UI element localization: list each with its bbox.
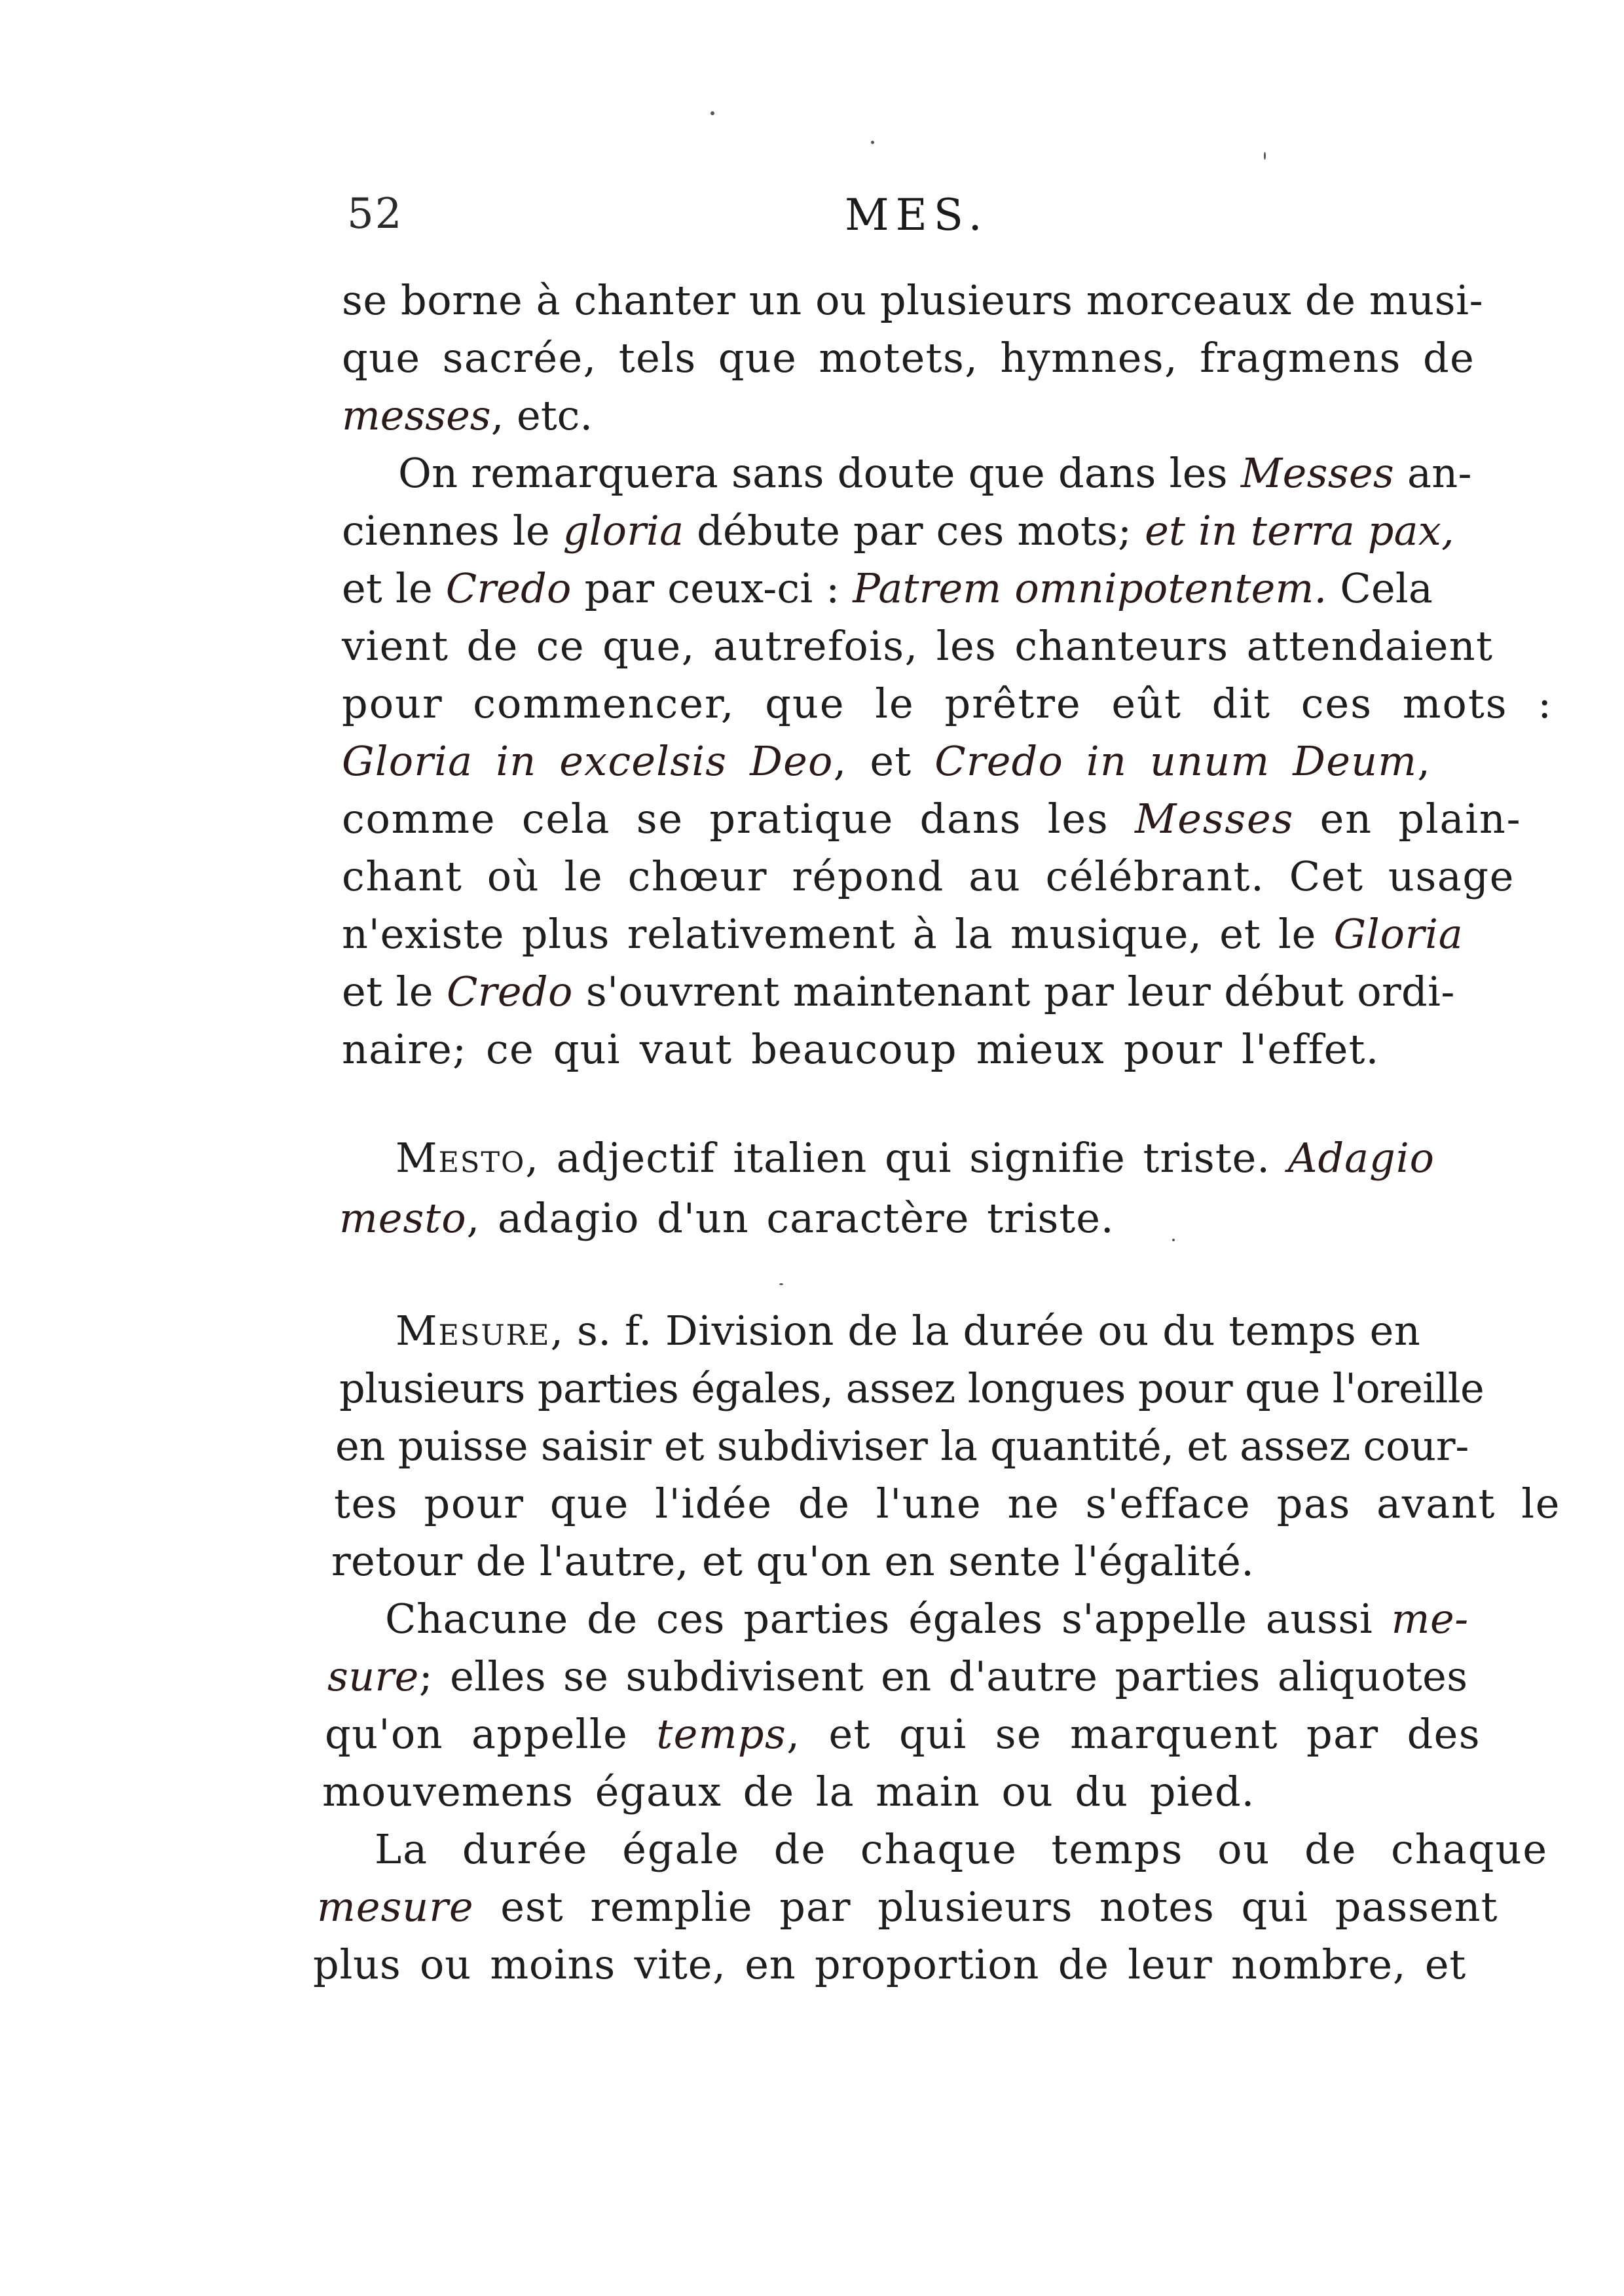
text-span: tes pour que l'idée de l'une ne s'efface pas avant le [334, 1480, 1561, 1527]
text-line [342, 507, 1454, 555]
text-span: et le [342, 968, 447, 1015]
text-line [342, 1025, 1380, 1073]
text-span: par ceux-ci : [571, 564, 853, 612]
text-span: , [1417, 737, 1431, 785]
text-line [342, 564, 1433, 612]
text-line [339, 1364, 1485, 1412]
text-line [342, 795, 1522, 843]
text-span: On remarquera sans doute que dans les [398, 449, 1241, 497]
italic-term: Patrem omnipotentem. [853, 564, 1327, 612]
text-line [339, 1194, 1115, 1242]
italic-term: messes [342, 392, 491, 439]
entry-line [396, 1134, 1435, 1182]
text-span: vient de ce que, autrefois, les chanteurs attendaient [342, 622, 1494, 670]
text-span: , et qui se marquent par des [786, 1710, 1481, 1758]
text-line [342, 680, 1553, 727]
page-number: 52 [347, 190, 403, 238]
print-speck [779, 1283, 783, 1285]
text-line [322, 1768, 1255, 1815]
text-line [398, 449, 1472, 497]
text-span: mouvemens égaux de la main ou du pied. [322, 1768, 1255, 1815]
text-span: ciennes le [342, 507, 563, 555]
italic-term: Credo in unum Deum [934, 737, 1418, 785]
text-span: La durée égale de chaque temps ou de chaque [375, 1825, 1549, 1873]
text-span: retour de l'autre, et qu'on en sente l'égalité. [331, 1537, 1255, 1585]
text-line [342, 622, 1494, 670]
text-span: , etc. [490, 392, 593, 439]
text-line [331, 1537, 1255, 1585]
entry-line [396, 1307, 1421, 1355]
italic-term: temps [656, 1710, 787, 1758]
text-span: , et [833, 737, 935, 785]
text-line [342, 276, 1484, 324]
print-speck [1172, 1239, 1175, 1241]
entry-headword: Mesto [396, 1134, 526, 1182]
text-line [317, 1883, 1498, 1931]
italic-term: Credo [445, 564, 572, 612]
text-span: est remplie par plusieurs notes qui passent [473, 1883, 1498, 1931]
text-span: en plain- [1294, 795, 1522, 843]
text-span: Chacune de ces parties égales s'appelle aussi [385, 1595, 1392, 1643]
entry-headword: Mesure [396, 1307, 551, 1355]
text-span: n'existe plus relativement à la musique, et le [342, 910, 1334, 958]
text-line [375, 1825, 1549, 1873]
italic-term: Adagio [1287, 1134, 1435, 1182]
text-line [313, 1941, 1467, 1988]
text-span: chant où le chœur répond au célébrant. Cet usage [342, 852, 1515, 900]
text-span: se borne à chanter un ou plusieurs morceaux de musi- [342, 276, 1484, 324]
text-span: , s. f. Division de la durée ou du temps en [550, 1307, 1421, 1355]
text-span: plus ou moins vite, en proportion de leur nombre, et [313, 1941, 1467, 1988]
text-span: s'ouvrent maintenant par leur début ordi- [572, 968, 1455, 1015]
text-line [335, 1422, 1469, 1470]
text-line [342, 968, 1455, 1015]
text-span: pour commencer, que le prêtre eût dit ces mots : [342, 680, 1553, 727]
italic-term: mesto [339, 1194, 467, 1242]
italic-term: Messes [1134, 795, 1295, 843]
text-span: plusieurs parties égales, assez longues pour que l'oreille [339, 1364, 1485, 1412]
text-span: que sacrée, tels que motets, hymnes, fragmens de [342, 334, 1475, 382]
text-line [385, 1595, 1469, 1643]
text-span: et le [342, 564, 446, 612]
text-line [342, 334, 1475, 382]
italic-term: et in terra pax, [1145, 507, 1454, 555]
italic-term: Gloria in excelsis Deo [342, 737, 834, 785]
text-line [334, 1480, 1561, 1527]
italic-term: mesure [317, 1883, 474, 1931]
text-span: comme cela se pratique dans les [342, 795, 1135, 843]
print-speck [710, 111, 714, 115]
running-head: MES. [845, 190, 989, 240]
italic-term: sure [327, 1652, 419, 1700]
text-span: an- [1394, 449, 1472, 497]
text-line [342, 910, 1464, 958]
text-span: qu'on appelle [325, 1710, 657, 1758]
italic-term: Messes [1240, 449, 1395, 497]
italic-term: me- [1391, 1595, 1469, 1643]
text-line [327, 1652, 1468, 1700]
text-line [342, 737, 1431, 785]
text-line [342, 392, 593, 439]
text-span: ; elles se subdivisent en d'autre parties aliquotes [418, 1652, 1468, 1700]
text-line [325, 1710, 1481, 1758]
text-line [342, 852, 1515, 900]
print-speck [1264, 152, 1266, 160]
italic-term: Credo [446, 968, 573, 1015]
text-span: , adjectif italien qui signifie triste. [525, 1134, 1288, 1182]
print-speck [871, 141, 874, 144]
text-span: naire; ce qui vaut beaucoup mieux pour l'effet. [342, 1025, 1380, 1073]
text-span: débute par ces mots; [684, 507, 1145, 555]
text-span: Cela [1327, 564, 1433, 612]
italic-term: Gloria [1333, 910, 1464, 958]
italic-term: gloria [563, 507, 684, 555]
text-span: en puisse saisir et subdiviser la quantité, et assez cour- [335, 1422, 1469, 1470]
text-span: , adagio d'un caractère triste. [466, 1194, 1115, 1242]
